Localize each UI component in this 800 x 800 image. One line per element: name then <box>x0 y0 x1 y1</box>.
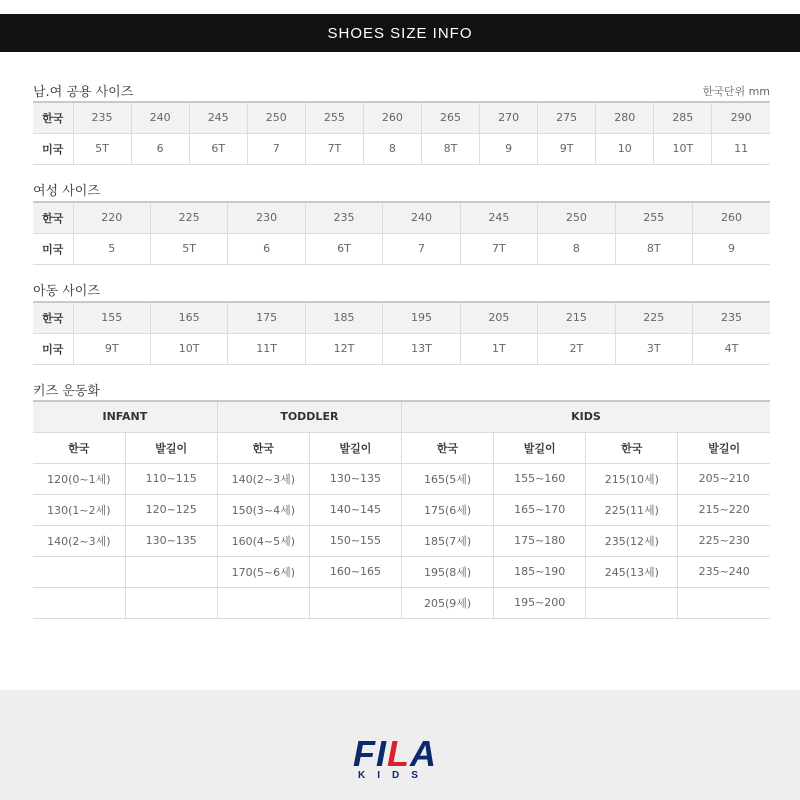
subheader-cell: 한국 <box>217 432 309 463</box>
size-cell: 9T <box>538 133 596 164</box>
table-cell: 195~200 <box>494 587 586 618</box>
size-cell: 1T <box>460 333 537 364</box>
table-cell: 165(5세) <box>402 463 494 494</box>
table-row-us <box>33 133 770 164</box>
size-cell: 265 <box>421 102 479 133</box>
table-cell: 130~135 <box>125 525 217 556</box>
size-cell: 235 <box>73 102 131 133</box>
table-row <box>33 587 770 618</box>
size-cell: 255 <box>615 202 692 233</box>
table-cell: 170(5~6세) <box>217 556 309 587</box>
size-cell: 7 <box>383 233 460 264</box>
fila-kids-logo <box>353 733 447 784</box>
size-cell: 6T <box>305 233 382 264</box>
table-cell: 150~155 <box>309 525 401 556</box>
size-cell: 240 <box>131 102 189 133</box>
table-cell <box>33 556 125 587</box>
size-cell: 7 <box>247 133 305 164</box>
subheader-cell: 한국 <box>33 432 125 463</box>
table-cell: 205~210 <box>678 463 770 494</box>
size-cell: 245 <box>189 102 247 133</box>
table-cell <box>33 587 125 618</box>
row-label-kr: 한국 <box>33 102 73 133</box>
table-cell: 175(6세) <box>402 494 494 525</box>
logo-wordmark: FILA <box>353 733 437 774</box>
group-header-row <box>33 401 770 432</box>
size-cell: 2T <box>538 333 615 364</box>
size-cell: 8 <box>538 233 615 264</box>
subheader-cell: 한국 <box>402 432 494 463</box>
unit-note: 한국단위 mm <box>702 85 770 98</box>
size-cell: 225 <box>150 202 227 233</box>
size-cell: 205 <box>460 302 537 333</box>
size-cell: 270 <box>480 102 538 133</box>
table-cell: 120~125 <box>125 494 217 525</box>
table-cell: 215(10세) <box>586 463 678 494</box>
group-kids: KIDS <box>402 401 771 432</box>
size-cell: 245 <box>460 202 537 233</box>
size-cell: 10T <box>654 133 712 164</box>
subheader-cell: 발길이 <box>494 432 586 463</box>
table-row-us <box>33 233 770 264</box>
table-cell: 110~115 <box>125 463 217 494</box>
size-cell: 240 <box>383 202 460 233</box>
size-cell: 5 <box>73 233 150 264</box>
subheader-cell: 발길이 <box>678 432 770 463</box>
size-cell: 7T <box>460 233 537 264</box>
table-cell: 155~160 <box>494 463 586 494</box>
table-row <box>33 494 770 525</box>
table-cell <box>217 587 309 618</box>
size-cell: 10T <box>150 333 227 364</box>
table-cell: 245(13세) <box>586 556 678 587</box>
size-cell: 165 <box>150 302 227 333</box>
size-cell: 7T <box>305 133 363 164</box>
subheader-cell: 한국 <box>586 432 678 463</box>
size-cell: 4T <box>693 333 771 364</box>
table-cell: 140(2~3세) <box>217 463 309 494</box>
size-cell: 6 <box>131 133 189 164</box>
size-cell: 5T <box>150 233 227 264</box>
table-cell <box>586 587 678 618</box>
group-infant: INFANT <box>33 401 217 432</box>
table-cell: 165~170 <box>494 494 586 525</box>
size-cell: 230 <box>228 202 305 233</box>
table-cell: 160(4~5세) <box>217 525 309 556</box>
table-row-us <box>33 333 770 364</box>
table-cell: 150(3~4세) <box>217 494 309 525</box>
unisex-section-title: 남.여 공용 사이즈 <box>33 85 134 100</box>
table-cell: 195(8세) <box>402 556 494 587</box>
table-row-kr <box>33 102 770 133</box>
table-cell: 235(12세) <box>586 525 678 556</box>
kids-sneakers-table <box>33 400 770 619</box>
row-label-us: 미국 <box>33 233 73 264</box>
table-cell <box>309 587 401 618</box>
size-cell: 3T <box>615 333 692 364</box>
size-cell: 225 <box>615 302 692 333</box>
size-cell: 6 <box>228 233 305 264</box>
size-cell: 6T <box>189 133 247 164</box>
table-cell: 215~220 <box>678 494 770 525</box>
table-cell: 185(7세) <box>402 525 494 556</box>
table-cell: 120(0~1세) <box>33 463 125 494</box>
size-cell: 280 <box>596 102 654 133</box>
row-label-kr: 한국 <box>33 202 73 233</box>
table-cell: 140~145 <box>309 494 401 525</box>
table-cell: 225(11세) <box>586 494 678 525</box>
size-cell: 185 <box>305 302 382 333</box>
size-cell: 260 <box>363 102 421 133</box>
size-cell: 235 <box>693 302 771 333</box>
group-toddler: TODDLER <box>217 401 401 432</box>
size-cell: 285 <box>654 102 712 133</box>
size-cell: 275 <box>538 102 596 133</box>
size-cell: 155 <box>73 302 150 333</box>
size-cell: 9T <box>73 333 150 364</box>
table-row-kr <box>33 202 770 233</box>
women-size-table <box>33 201 770 265</box>
size-cell: 13T <box>383 333 460 364</box>
subheader-row <box>33 432 770 463</box>
children-section-title: 아동 사이즈 <box>33 284 100 299</box>
table-cell: 205(9세) <box>402 587 494 618</box>
table-row-kr <box>33 302 770 333</box>
table-row <box>33 463 770 494</box>
unisex-size-table <box>33 101 770 165</box>
table-cell <box>125 556 217 587</box>
table-cell <box>678 587 770 618</box>
table-cell: 175~180 <box>494 525 586 556</box>
size-cell: 10 <box>596 133 654 164</box>
table-cell: 235~240 <box>678 556 770 587</box>
size-cell: 220 <box>73 202 150 233</box>
size-cell: 250 <box>538 202 615 233</box>
women-section-title: 여성 사이즈 <box>33 184 100 199</box>
page-title: SHOES SIZE INFO <box>327 24 473 42</box>
table-cell: 140(2~3세) <box>33 525 125 556</box>
size-cell: 235 <box>305 202 382 233</box>
size-cell: 9 <box>693 233 771 264</box>
row-label-us: 미국 <box>33 333 73 364</box>
size-cell: 9 <box>480 133 538 164</box>
table-cell: 130(1~2세) <box>33 494 125 525</box>
children-size-table <box>33 301 770 365</box>
table-row <box>33 556 770 587</box>
row-label-kr: 한국 <box>33 302 73 333</box>
subheader-cell: 발길이 <box>125 432 217 463</box>
size-cell: 260 <box>693 202 771 233</box>
size-cell: 11T <box>228 333 305 364</box>
size-cell: 11 <box>712 133 770 164</box>
size-cell: 215 <box>538 302 615 333</box>
size-cell: 250 <box>247 102 305 133</box>
size-cell: 5T <box>73 133 131 164</box>
size-cell: 255 <box>305 102 363 133</box>
size-cell: 8T <box>421 133 479 164</box>
table-cell <box>125 587 217 618</box>
logo-subtext: KIDS <box>358 770 430 781</box>
table-cell: 185~190 <box>494 556 586 587</box>
row-label-us: 미국 <box>33 133 73 164</box>
kids-sneakers-section-title: 키즈 운동화 <box>33 384 100 399</box>
size-cell: 195 <box>383 302 460 333</box>
size-cell: 8 <box>363 133 421 164</box>
table-row <box>33 525 770 556</box>
table-cell: 225~230 <box>678 525 770 556</box>
subheader-cell: 발길이 <box>309 432 401 463</box>
size-cell: 8T <box>615 233 692 264</box>
table-cell: 160~165 <box>309 556 401 587</box>
page-header <box>0 14 800 52</box>
size-cell: 12T <box>305 333 382 364</box>
size-cell: 290 <box>712 102 770 133</box>
table-cell: 130~135 <box>309 463 401 494</box>
size-cell: 175 <box>228 302 305 333</box>
